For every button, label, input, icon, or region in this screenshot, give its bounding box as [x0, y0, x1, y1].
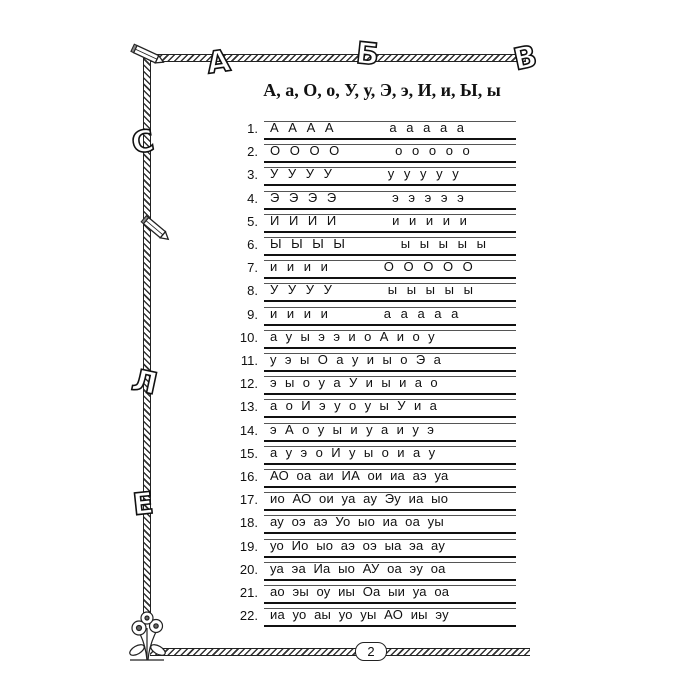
row-number: 8.: [247, 283, 258, 299]
bottom-rope-border: [150, 648, 530, 656]
row-number: 15.: [239, 445, 258, 461]
row-number: 9.: [247, 306, 258, 322]
writing-line: [264, 532, 516, 534]
row-number: 14.: [239, 422, 258, 438]
row-number: 12.: [239, 376, 258, 392]
decor-letter-e: Е: [131, 486, 156, 523]
exercise-row: [216, 536, 516, 560]
row-number: 1.: [247, 121, 258, 136]
row-letters: у э ы О а у и ы о Э а: [270, 352, 444, 367]
row-letters: ао эы оу иы Оа ыи уа оа: [270, 584, 450, 599]
writing-line: [264, 208, 516, 210]
writing-line: [264, 138, 516, 140]
writing-line: [264, 347, 516, 349]
exercise-row: [216, 582, 516, 606]
row-letters: э А о у ы и у а и у э: [270, 421, 437, 437]
writing-line: [264, 486, 516, 488]
row-number: 7.: [247, 260, 258, 276]
writing-line: [264, 324, 516, 326]
row-number: 18.: [239, 515, 258, 531]
row-number: 21.: [239, 585, 258, 600]
page-number: 2: [355, 642, 387, 661]
flower-icon: [122, 606, 172, 662]
writing-line: [264, 184, 516, 186]
exercise-row: [216, 234, 516, 258]
exercise-row: [216, 489, 516, 513]
row-letters: уа эа Иа ыо АУ оа эу оа: [270, 560, 446, 576]
pencil-icon: [138, 214, 174, 244]
writing-line: [264, 440, 516, 442]
writing-line: [264, 509, 516, 511]
row-number: 19.: [239, 538, 258, 554]
row-number: 6.: [247, 237, 258, 252]
exercise-row: [216, 512, 516, 536]
row-letters: и и и и О О О О О: [270, 259, 476, 275]
row-letters: Ы Ы Ы Ы ы ы ы ы ы: [270, 236, 489, 251]
writing-line: [264, 300, 516, 302]
writing-line: [264, 625, 516, 627]
page-title: А, а, О, о, У, у, Э, э, И, и, Ы, ы: [263, 80, 501, 100]
exercise-row: [216, 396, 516, 420]
exercise-row: [216, 373, 516, 397]
writing-line: [264, 416, 516, 418]
exercise-row: [216, 211, 516, 235]
decor-letter-l: Л: [128, 362, 161, 403]
exercise-row: [216, 443, 516, 467]
row-number: 20.: [239, 561, 258, 577]
row-letters: А А А А а а а а а: [270, 120, 468, 135]
row-number: 13.: [239, 399, 258, 415]
writing-line: [264, 277, 516, 279]
row-letters: У У У У у у у у у: [270, 166, 462, 182]
writing-line: [264, 602, 516, 604]
exercise-row: [216, 257, 516, 281]
exercise-row: [216, 164, 516, 188]
row-letters: а у э о И у ы о и а у: [270, 444, 438, 460]
row-letters: ио АО ои уа ау Эу иа ыо: [270, 491, 449, 507]
row-letters: Э Э Э Э э э э э э: [270, 189, 467, 205]
exercise-row: [216, 141, 516, 165]
writing-line: [264, 393, 516, 395]
row-letters: а у ы э э и о А и о у: [270, 328, 438, 344]
decor-letter-a: А: [204, 43, 233, 82]
decor-letter-b: Б: [354, 35, 381, 74]
exercise-row: [216, 605, 516, 629]
row-number: 4.: [247, 190, 258, 206]
row-number: 16.: [239, 469, 258, 484]
decor-letter-v: В: [510, 39, 541, 79]
row-letters: У У У У ы ы ы ы ы: [270, 282, 476, 298]
row-number: 5.: [247, 213, 258, 229]
row-number: 22.: [239, 608, 258, 624]
exercise-row: [216, 327, 516, 351]
row-number: 17.: [239, 492, 258, 508]
exercise-row: [216, 559, 516, 583]
writing-line: [264, 463, 516, 465]
row-letters: уо Ио ыо аэ оэ ыа эа ау: [270, 537, 446, 553]
exercise-row: [216, 188, 516, 212]
row-letters: иа уо аы уо уы АО иы эу: [270, 607, 449, 623]
row-letters: О О О О о о о о о: [270, 143, 473, 159]
row-number: 2.: [247, 144, 258, 160]
row-number: 11.: [240, 353, 258, 368]
row-letters: ау оэ аэ Уо ыо иа оа уы: [270, 514, 444, 530]
exercise-row: [216, 304, 516, 328]
writing-line: [264, 161, 516, 163]
row-letters: и и и и а а а а а: [270, 305, 462, 321]
row-letters: И И И И и и и и и: [270, 212, 470, 228]
writing-line: [264, 254, 516, 256]
exercise-row: [216, 420, 516, 444]
row-number: 3.: [247, 167, 258, 183]
exercise-row: [216, 350, 516, 374]
exercise-row: [216, 466, 516, 490]
exercise-row: [216, 118, 516, 142]
row-number: 10.: [239, 329, 258, 345]
pencil-icon: [128, 40, 168, 70]
writing-line: [264, 579, 516, 581]
row-letters: а о И э у о у ы У и а: [270, 398, 440, 414]
writing-line: [264, 231, 516, 233]
row-letters: э ы о у а У и ы и а о: [270, 375, 441, 391]
row-letters: АО оа аи ИА ои иа аэ уа: [270, 468, 449, 483]
decor-letter-s: С: [129, 123, 157, 162]
exercise-row: [216, 280, 516, 304]
writing-line: [264, 556, 516, 558]
writing-line: [264, 370, 516, 372]
